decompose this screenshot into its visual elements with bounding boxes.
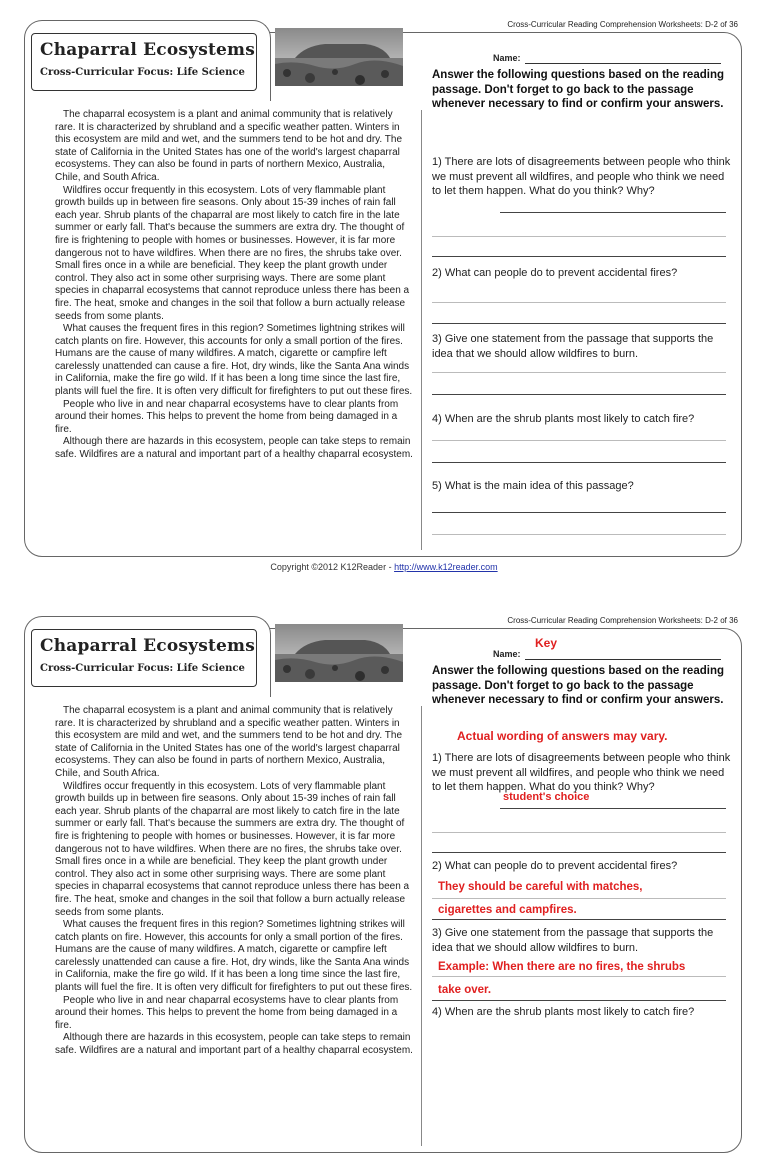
- name-label: Name:: [493, 53, 521, 63]
- answer-line[interactable]: [432, 236, 726, 237]
- question-4: 4) When are the shrub plants most likely to catch fire?: [432, 413, 695, 425]
- question-1: 1) There are lots of disagreements between people who think we must prevent all wildfires, and people who think we need to let them happen. What do you think? Why?: [432, 156, 731, 197]
- worksheet-page-answer-key: [0, 596, 768, 1057]
- passage-paragraph: Although there are hazards in this ecosystem, people can take steps to remain safe. Wildfires are a natural and important part of a healthy chaparral ecosystem.: [55, 1032, 413, 1057]
- answer-line[interactable]: [432, 462, 726, 463]
- answer-line[interactable]: [432, 512, 726, 513]
- answer-line[interactable]: [500, 808, 726, 809]
- passage-paragraph: Wildfires occur frequently in this ecosystem. Lots of very flammable plant growth builds up in between fire seasons. Only about 15-39 inches of rain fall each year. Shrub plants of the chaparral are most likely to catch fire in the late summer or early fall. That's because the summers are extra dry. The thought of fire is frightening to people with homes or businesses. However, it is far more dangerous not to have wildfires. When there are no fires, the shrubs take over. Small fires once in a while are beneficial. They keep the plant growth under control. They also act in some other surprising ways. There are some plant species in chaparral ecosystems that cannot reproduce unless there has been a fire. The heat, smoke and changes in the soil that follow a burn actually release seeds from some plants.: [55, 780, 410, 918]
- answer-line[interactable]: [432, 832, 726, 833]
- instructions: Answer the following questions based on the reading passage. Don't forget to go back to the passage whenever necessary to find or confirm your answers.: [432, 665, 724, 706]
- answer-line[interactable]: [432, 919, 726, 920]
- answer-line[interactable]: [432, 1000, 726, 1001]
- passage-paragraph: People who live in and near chaparral ecosystems have to clear plants from around their homes. This helps to prevent the home from being damaged in a fire.: [55, 398, 399, 435]
- answer-1: student's choice: [503, 791, 590, 803]
- answer-2-line-2: cigarettes and campfires.: [438, 904, 577, 916]
- answer-note: Actual wording of answers may vary.: [457, 729, 668, 743]
- question-3: 3) Give one statement from the passage that supports the idea that we should allow wildfires to burn.: [432, 333, 714, 360]
- instructions: Answer the following questions based on the reading passage. Don't forget to go back to the passage whenever necessary to find or confirm your answers.: [432, 69, 724, 110]
- answer-2-line-1: They should be careful with matches,: [438, 881, 643, 893]
- answer-line[interactable]: [432, 440, 726, 441]
- reading-passage: [55, 109, 413, 462]
- page-title: Chaparral Ecosystems: [40, 40, 256, 60]
- passage-paragraph: What causes the frequent fires in this region? Sometimes lightning strikes will catch plants on fire. However, this accounts for only a small portion of the fires. Humans are the cause of many wildfires. A match, cigarette or campfire left carelessly unattended can cause a fire. Hot, dry winds, like the Santa Ana winds in California, make the fire go wild. If it has been a long time since the last fire, plants will fuel the fire. It is often very difficult for firefighters to put out these fires.: [55, 919, 413, 994]
- passage-paragraph: What causes the frequent fires in this region? Sometimes lightning strikes will catch plants on fire. However, this accounts for only a small portion of the fires. Humans are the cause of many wildfires. A match, cigarette or campfire left carelessly unattended can cause a fire. Hot, dry winds, like the Santa Ana winds in California, make the fire go wild. If it has been a long time since the last fire, plants will fuel the fire. It is often very difficult for firefighters to put out these fires.: [55, 323, 413, 398]
- question-4: 4) When are the shrub plants most likely to catch fire?: [432, 1006, 695, 1018]
- passage-paragraph: Although there are hazards in this ecosystem, people can take steps to remain safe. Wildfires are a natural and important part of a healthy chaparral ecosystem.: [55, 436, 413, 461]
- name-field[interactable]: [525, 659, 721, 660]
- answer-line[interactable]: [432, 372, 726, 373]
- name-label: Name:: [493, 649, 521, 659]
- question-2: 2) What can people do to prevent accidental fires?: [432, 860, 678, 872]
- answer-line[interactable]: [432, 852, 726, 853]
- copyright-text: Copyright ©2012 K12Reader -: [270, 562, 395, 572]
- page-title: Chaparral Ecosystems: [40, 636, 256, 656]
- copyright: [0, 562, 768, 572]
- page-header: Cross-Curricular Reading Comprehension Worksheets: D-2 of 36: [507, 20, 738, 29]
- reading-passage: [55, 705, 413, 1058]
- answer-line[interactable]: [432, 898, 726, 899]
- desert-photo: [275, 28, 403, 86]
- passage-paragraph: The chaparral ecosystem is a plant and animal community that is relatively rare. It is characterized by shrubland and a specific weather patten. Winters in this ecosystem are mild and wet, and the summers tend to be hot and dry. The state of California in the United States has one of the world's largest chaparral ecosystems. They can also be found in parts of northern Mexico, Australia, Chile, and South Africa.: [55, 705, 403, 779]
- answer-line[interactable]: [432, 976, 726, 977]
- question-1: 1) There are lots of disagreements between people who think we must prevent all wildfires, and people who think we need to let them happen. What do you think? Why?: [432, 752, 731, 793]
- answer-line[interactable]: [432, 302, 726, 303]
- question-5: 5) What is the main idea of this passage?: [432, 480, 634, 492]
- answer-line[interactable]: [432, 394, 726, 395]
- passage-paragraph: The chaparral ecosystem is a plant and animal community that is relatively rare. It is characterized by shrubland and a specific weather patten. Winters in this ecosystem are mild and wet, and the summers tend to be hot and dry. The state of California in the United States has one of the world's largest chaparral ecosystems. They can also be found in parts of northern Mexico, Australia, Chile, and South Africa.: [55, 109, 403, 183]
- name-field[interactable]: [525, 63, 721, 64]
- desert-photo: [275, 624, 403, 682]
- answer-3-line-1: Example: When there are no fires, the shrubs: [438, 961, 686, 973]
- column-divider: [421, 110, 422, 550]
- column-divider: [421, 706, 422, 1146]
- question-3: 3) Give one statement from the passage that supports the idea that we should allow wildfires to burn.: [432, 927, 714, 954]
- question-2: 2) What can people do to prevent accidental fires?: [432, 267, 678, 279]
- k12reader-link[interactable]: http://www.k12reader.com: [394, 562, 498, 572]
- title-box: [31, 33, 257, 91]
- page-subtitle: Cross-Curricular Focus: Life Science: [40, 67, 245, 78]
- title-box: [31, 629, 257, 687]
- answer-3-line-2: take over.: [438, 984, 492, 996]
- answer-line[interactable]: [432, 534, 726, 535]
- answer-line[interactable]: [500, 212, 726, 213]
- name-answer: Key: [535, 636, 558, 650]
- answer-line[interactable]: [432, 323, 726, 324]
- passage-paragraph: People who live in and near chaparral ecosystems have to clear plants from around their homes. This helps to prevent the home from being damaged in a fire.: [55, 994, 399, 1031]
- passage-paragraph: Wildfires occur frequently in this ecosystem. Lots of very flammable plant growth builds up in between fire seasons. Only about 15-39 inches of rain fall each year. Shrub plants of the chaparral are most likely to catch fire in the late summer or early fall. That's because the summers are extra dry. The thought of fire is frightening to people with homes or businesses. However, it is far more dangerous not to have wildfires. When there are no fires, the shrubs take over. Small fires once in a while are beneficial. They keep the plant growth under control. They also act in some other surprising ways. There are some plant species in chaparral ecosystems that cannot reproduce unless there has been a fire. The heat, smoke and changes in the soil that follow a burn actually release seeds from some plants.: [55, 184, 410, 322]
- page-header: Cross-Curricular Reading Comprehension Worksheets: D-2 of 36: [507, 616, 738, 625]
- answer-line[interactable]: [432, 256, 726, 257]
- page-subtitle: Cross-Curricular Focus: Life Science: [40, 663, 245, 674]
